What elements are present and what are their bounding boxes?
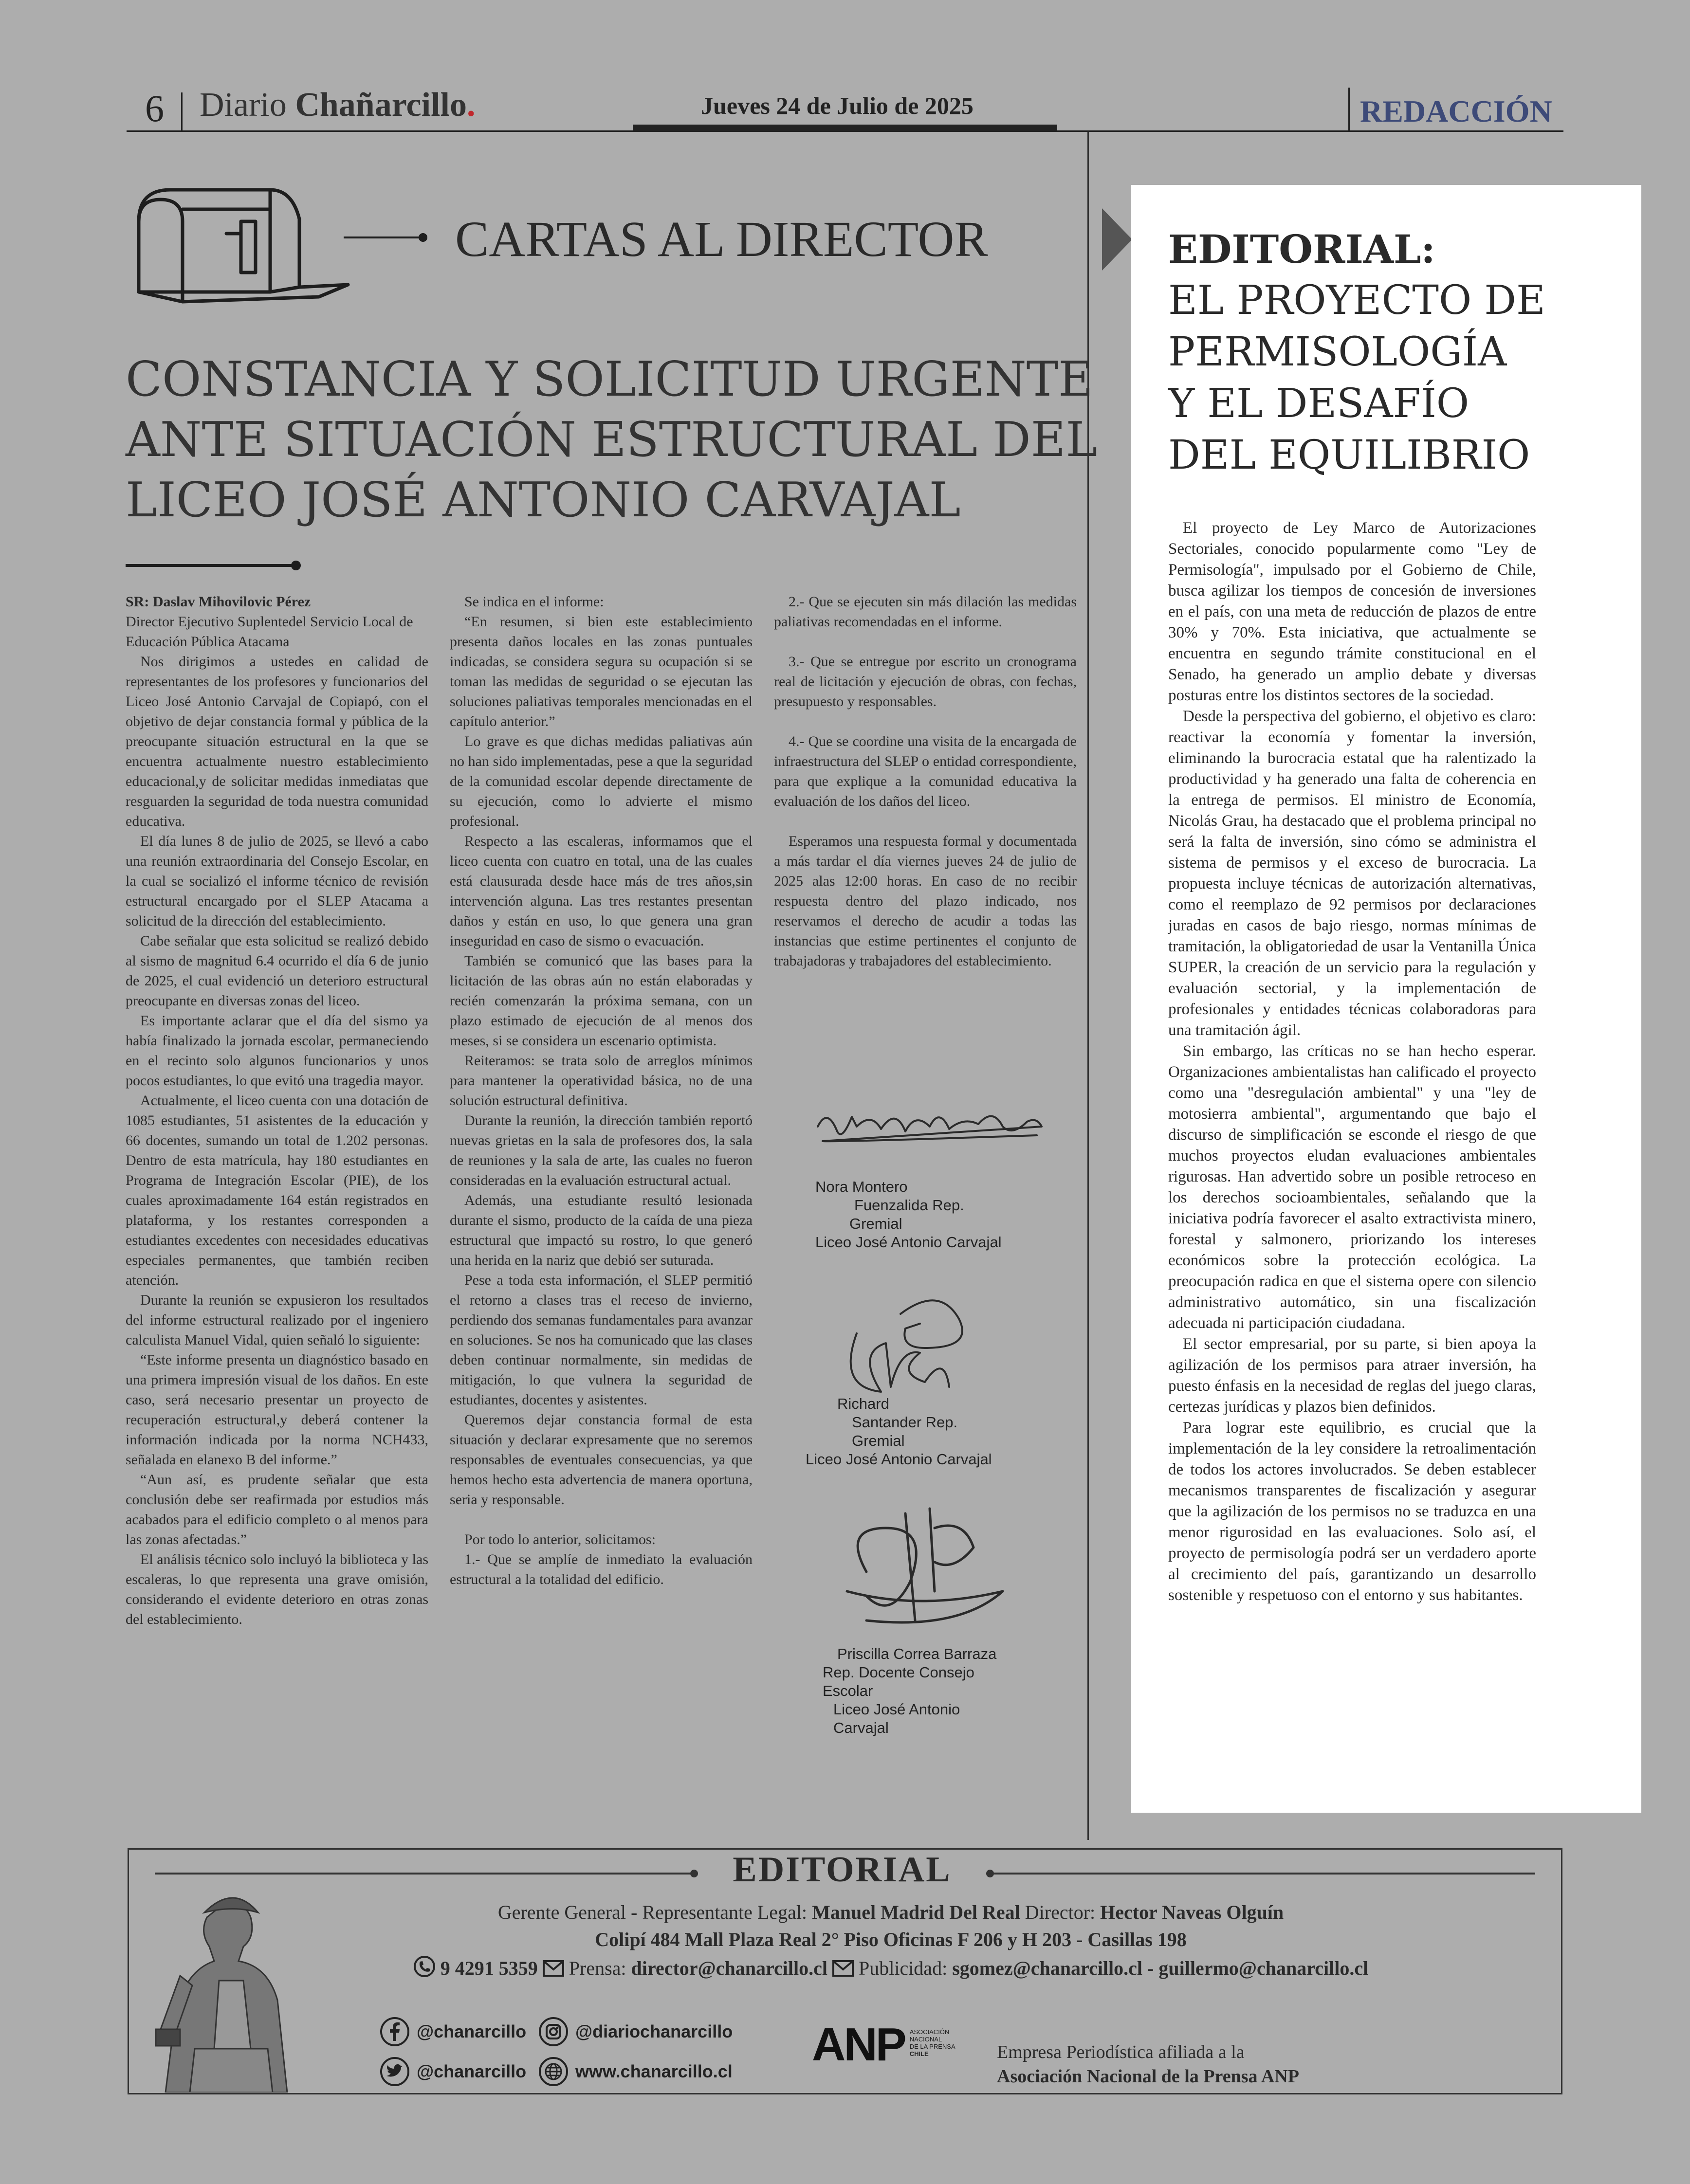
letter-column-3 [774,592,1077,971]
editorial-paragraph: El proyecto de Ley Marco de Autorizaciones Sectoriales, conocido popularmente como "Ley de Permisología", impulsado por el Gobierno de Chile, busca agilizar los tiempos de concesión de inversiones en el país, con una meta de reducción de plazos de entre 30% y 70%. Esta iniciativa, que actualmente se encuentra en segundo trámite constitucional en el Senado, ha generado un amplio debate y diversas posturas entre los distintos sectores de la sociedad. [1168,519,1536,704]
letter-quote: “Aun así, es prudente señalar que esta conclusión debe ser reafirmada por estudios más acabados para el edificio completo o al menos para las zonas afectadas.” [126,1472,428,1547]
editorial-paragraph: Para lograr este equilibrio, es crucial que la implementación de la ley considere la retroalimentación de todos los actores involucrados. Se deben establecer mecanismos transparentes de fiscalización y asegurar que la agilización de los permisos no se traduzca en una menor rigurosidad en las evaluaciones. Solo así, el proyecto de permisología podrá ser un verdadero aporte al crecimiento del país, garantizando un desarrollo sostenible y respetuoso con el entorno y sus habitantes. [1168,1419,1536,1604]
manager-name: Manuel Madrid Del Real [812,1901,1020,1923]
globe-icon [538,2057,569,2087]
anp-affiliation-line1: Empresa Periodística afiliada a la [997,2042,1245,2062]
signature-block-3 [823,1645,996,1737]
press-label: Prensa: [569,1957,626,1979]
letter-addressee-title: Director Ejecutivo Suplentedel Servicio Local de Educación Pública Atacama [126,614,413,650]
signature-block-1 [815,1178,1002,1252]
ads-label: Publicidad: [858,1957,948,1979]
editorial-title [1168,275,1545,481]
section-separator [1348,88,1350,131]
letter-column-2 [450,592,753,1589]
letter-paragraph: Actualmente, el liceo cuenta con una dotación de 1085 estudiantes, 51 asistentes de la educación y 66 docentes, sumando un total de 1.202 personas. Dentro de esta matrícula, hay 180 estudiantes en Programa de Integración Escolar (PIE), de los cuales aproximadamente 164 están registrados en plataforma, y los restantes corresponden a estudiantes excedentes con necesidades educativas especiales permanentes, que también reciben atención. [126,1092,428,1288]
signature-line: Fuenzalida Rep. [854,1197,964,1214]
letter-paragraph: El análisis técnico solo incluyó la biblioteca y las escaleras, lo que representa una grave omisión, considerando el evidente deterioro en otras zonas del establecimiento. [126,1551,428,1627]
anp-logo-small: ASOCIACIÓN NACIONAL DE LA PRENSA CHILE [909,2028,955,2057]
headline-line: CONSTANCIA Y SOLICITUD URGENTE [126,352,1093,407]
anp-logo-mark: ANP [812,2019,905,2071]
request-item: 1.- Que se amplíe de inmediato la evaluación estructural a la totalidad del edificio. [450,1551,753,1587]
letter-closing: Esperamos una respuesta formal y documentada a más tardar el día viernes jueves 24 de julio de 2025 alas 12:00 horas. En caso de no recibir respuesta dentro del plazo indicado, nos reservamos el derecho de acudir a todas las instancias que estime pertinentes el conjunto de trabajadoras y trabajadores del establecimiento. [774,833,1077,969]
letter-paragraph: Pese a toda esta información, el SLEP permitió el retorno a clases tras el receso de invierno, perdiendo dos semanas fundamentales para avanzar en soluciones. Se nos ha comunicado que las clases deben continuar normalmente, sin medidas de mitigación, lo que vulnera la seguridad de estudiantes, docentes y asistentes. [450,1272,753,1408]
letter-paragraph: Lo grave es que dichas medidas paliativas aún no han sido implementadas, pese a que la seguridad de la comunidad escolar depende directamente de su ejecución, como lo advierte el mismo profesional. [450,733,753,829]
signature-line: Liceo José Antonio Carvajal [815,1234,1002,1251]
signature-line: Gremial [852,1432,905,1449]
signature-line: Priscilla Correa Barraza [837,1645,997,1662]
request-item: 4.- Que se coordine una visita de la encargada de infraestructura del SLEP o entidad correspondiente, para que explique a la comunidad educativa la evaluación de los daños del liceo. [774,733,1077,809]
signature-line: Liceo José Antonio Carvajal [806,1451,992,1468]
signature-scribble-1 [808,1097,1051,1158]
letter-paragraph: El día lunes 8 de julio de 2025, se llevó a cabo una reunión extraordinaria del Consejo Escolar, en la cual se socializó el informe técnico de revisión estructural encargado por el SLEP Atacama a solicitud de la dirección del establecimiento. [126,833,428,929]
page-number: 6 [145,87,164,129]
editorial-title-line: Y EL DESAFÍO [1168,381,1470,427]
request-item: 3.- Que se entregue por escrito un cronograma real de licitación y ejecución de obras, con fechas, presupuesto y responsables. [774,654,1077,710]
headline-rule-dot [291,561,301,570]
letter-paragraph: Durante la reunión se expusieron los resultados del informe estructural realizado por el ingeniero calculista Manuel Vidal, quien señaló lo siguiente: [126,1292,428,1348]
letter-paragraph: Durante la reunión, la dirección también reportó nuevas grietas en la sala de profesores dos, la sala de reuniones y la sala de arte, las cuales no fueron consideradas en la evaluación estructural actual. [450,1112,753,1188]
statue-illustration [146,1888,307,2095]
footer-title: EDITORIAL [733,1850,952,1890]
social-handle: @chanarcillo [417,2061,527,2081]
date-underline [633,125,1057,130]
masthead-bold: Chañarcillo [295,86,467,124]
social-facebook[interactable] [380,2017,526,2047]
footer-address [312,1928,1470,1951]
social-web[interactable] [538,2057,733,2087]
ads-emails[interactable]: sgomez@chanarcillo.cl - guillermo@chanarcillo.cl [952,1957,1369,1979]
letter-paragraph: Nos dirigimos a ustedes en calidad de representantes de los profesores y funcionarios del Liceo José Antonio Carvajal de Copiapó, con el objetivo de dejar constancia formal y pública de la preocupante situación estructural en la que se encuentra actualmente nuestro establecimiento educacional,y de solicitar medidas inmediatas que resguarden la seguridad de toda nuestra comunidad educativa. [126,654,428,829]
anp-affiliation-line2: Asociación Nacional de la Prensa ANP [997,2066,1300,2087]
request-item: 2.- Que se ejecuten sin más dilación las medidas paliativas recomendadas en el informe. [774,594,1077,630]
signature-scribble-3 [837,1499,1022,1642]
masthead-dot: . [466,86,476,124]
editorial-arrow [1102,208,1132,271]
letter-paragraph: Además, una estudiante resultó lesionada durante el sismo, producto de la caída de una pieza estructural que impactó su rostro, lo que generó una herida en la nariz que debió ser suturada. [450,1192,753,1268]
headline-line: LICEO JOSÉ ANTONIO CARVAJAL [126,473,961,528]
editorial-title-line: EL PROYECTO DE [1168,277,1545,324]
footer-rule-right [991,1873,1535,1875]
twitter-icon [380,2057,410,2087]
letter-paragraph: Queremos dejar constancia formal de esta situación y declarar expresamente que no seremos responsables de eventuales consecuencias, ya que hemos hecho esta advertencia de manera oportuna, seria y responsable. [450,1412,753,1508]
phone-icon [413,1955,436,1983]
editorial-title-line: DEL EQUILIBRIO [1168,432,1530,478]
address-text: Colipí 484 Mall Plaza Real 2° Piso Oficinas F 206 y H 203 - Casillas 198 [595,1929,1187,1950]
cartas-section-title: CARTAS AL DIRECTOR [455,211,988,267]
letter-paragraph: Es importante aclarar que el día del sismo ya había finalizado la jornada escolar, permaneciendo en el recinto solo algunos funcionarios y unos pocos estudiantes, lo que evitó una tragedia mayor. [126,1013,428,1089]
social-instagram[interactable] [538,2017,733,2047]
signature-line: Santander Rep. [852,1414,958,1431]
mail-icon [543,1959,564,1982]
letter-addressee: SR: Daslav Mihovilovic Pérez [126,594,311,610]
section-label: REDACCIÓN [1360,94,1552,128]
editorial-paragraph: Sin embargo, las críticas no se han hecho esperar. Organizaciones ambientalistas han calificado el proyecto como una "desregulación ambiental" y una "ley de motosierra ambiental", argumentando que bajo el discurso de simplificación se esconde el riesgo de que muchos proyectos eludan evaluaciones ambientales rigurosas. Han advertido sobre un posible retroceso en los derechos socioambientales, señalando que la iniciativa podría favorecer el asalto extractivista minero, forestal y salmonero, priorizando los intereses económicos sobre la protección ecológica. La preocupación radica en que el sistema opere con silencio administrativo automático, sin una fiscalización adecuada ni participación ciudadana. [1168,1042,1536,1332]
editorial-body [1168,518,1536,1606]
header-rule [127,130,1563,132]
mail-icon [832,1959,854,1982]
signature-line: Richard [837,1395,889,1412]
social-handle: @chanarcillo [417,2021,527,2041]
social-handle: @diariochanarcillo [575,2021,733,2041]
letter-quote: “En resumen, si bien este establecimiento presenta daños locales en las zonas puntuales indicadas, se considera segura su ocupación si se toman las medidas de seguridad o se ejecutan las soluciones paliativas temporales mencionadas en el capítulo anterior.” [450,614,753,729]
director-name: Hector Naveas Olguín [1100,1901,1284,1923]
footer-rule-left [155,1873,694,1875]
facebook-icon [380,2017,410,2047]
letter-paragraph: También se comunicó que las bases para la licitación de las obras aún no están elaboradas y recién comenzarán la próxima semana, con un plazo estimado de ejecución de al menos dos meses, si se considera un escenario optimista. [450,953,753,1049]
signature-line: Rep. Docente Consejo [823,1664,974,1681]
letter-headline [126,349,1097,530]
footer-contact-line [312,1955,1470,1983]
footer-rule-dot-left [690,1870,698,1877]
masthead [200,86,475,125]
signature-line: Gremial [849,1215,902,1232]
instagram-icon [538,2017,569,2047]
letter-paragraph: Cabe señalar que esta solicitud se realizó debido al sismo de magnitud 6.4 ocurrido el día 6 de junio de 2025, el cual evidenció un deterioro estructural preocupante en diversas zonas del liceo. [126,933,428,1009]
anp-logo [812,2020,955,2070]
press-email[interactable]: director@chanarcillo.cl [631,1957,827,1979]
signature-scribble-2 [827,1275,974,1404]
signature-line: Escolar [823,1682,873,1699]
signature-line: Nora Montero [815,1178,908,1195]
editorial-kicker: EDITORIAL: [1168,226,1435,272]
letter-paragraph: Por todo lo anterior, solicitamos: [464,1531,656,1547]
editorial-title-line: PERMISOLOGÍA [1168,329,1507,375]
signature-line: Carvajal [833,1719,889,1736]
mailbox-icon [124,175,358,319]
cartas-leader-line [344,237,422,238]
phone-number: 9 4291 5359 [440,1957,538,1979]
headline-line: ANTE SITUACIÓN ESTRUCTURAL DEL [126,412,1098,468]
manager-label: Gerente General - Representante Legal: [497,1901,808,1923]
cartas-leader-dot [419,233,427,242]
letter-paragraph: Respecto a las escaleras, informamos que el liceo cuenta con cuatro en total, una de las cuales está clausurada desde hace más de tres años,sin intervención alguna. Las tres restantes presentan daños y están en uso, lo que genera una gran inseguridad en caso de sismo o evacuación. [450,833,753,949]
signature-block-2 [806,1395,992,1469]
letter-paragraph: Se indica en el informe: [464,594,604,610]
editorial-paragraph: El sector empresarial, por su parte, si bien apoya la agilización de los permisos para atraer inversión, ha puesto énfasis en la necesidad de reglas del juego claras, certezas jurídicas y plazos bien definidos. [1168,1335,1536,1416]
issue-date: Jueves 24 de Julio de 2025 [701,92,974,119]
signature-line: Liceo José Antonio [833,1701,960,1718]
social-twitter[interactable] [380,2057,526,2087]
letter-quote: “Este informe presenta un diagnóstico basado en una primera impresión visual de los daños. En este caso, será necesario presentar un proyecto de recuperación estructural,y deberá contener la información indicada por la norma NCH433, señalada en elanexo B del informe.” [126,1352,428,1468]
director-label: Director: [1025,1901,1096,1923]
footer-staff-line [312,1901,1470,1924]
header-separator [181,92,183,130]
letter-column-1 [126,592,428,1629]
headline-rule [126,564,295,567]
editorial-paragraph: Desde la perspectiva del gobierno, el objetivo es claro: reactivar la economía y fomentar la inversión, eliminando la burocracia estatal que ha ralentizado la productividad y ha generado una falta de coherencia en la entrega de permisos. El ministro de Economía, Nicolás Grau, ha destacado que el problema principal no será la falta de inversión, sino cómo se administra el sistema de permisos y el exceso de burocracia. La propuesta incluye técnicas de autorización alternativas, como el reemplazo de 92 permisos por declaraciones juradas en casos de bajo riesgo, normas mínimas de tramitación, la obligatoriedad de usar la Ventanilla Única SUPER, la creación de un servicio para la regulación y evaluación sectorial, y la implementación de profesionales y entidades técnicas colaboradoras para una tramitación ágil. [1168,708,1536,1039]
masthead-plain: Diario [200,86,295,124]
anp-affiliation [997,2040,1299,2089]
letter-paragraph: Reiteramos: se trata solo de arreglos mínimos para mantener la operatividad básica, no de una solución estructural definitiva. [450,1053,753,1109]
social-handle: www.chanarcillo.cl [575,2061,733,2081]
